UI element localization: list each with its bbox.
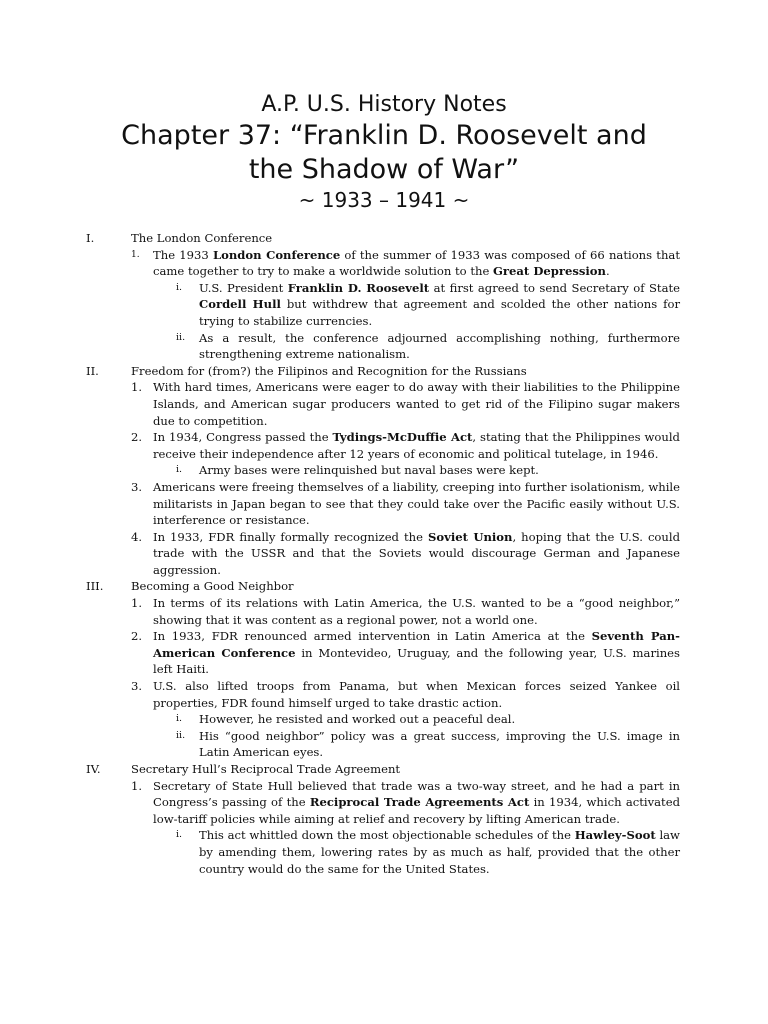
outline-section — [0, 578, 768, 595]
item-text: In 1933, FDR finally formally recognized the Soviet Union, hoping that the U.S. could trade with the USSR and that the Soviets would discourage German and Japanese aggression. — [153, 529, 681, 577]
subitem-text: As a result, the conference adjourned accomplishing nothing, furthermore strengthening extreme nationalism. — [199, 330, 680, 362]
item-number: 1. — [131, 596, 143, 611]
key-term: Hawley-Soot — [574, 828, 656, 843]
item-number: 2. — [131, 430, 143, 445]
item-text: The 1933 London Conference of the summer of 1933 was composed of 66 nations that came together to try to make a worldwide solution to the Great Depression. — [153, 247, 680, 279]
subitem-text: His “good neighbor” policy was a great success, improving the U.S. image in Latin American eyes. — [199, 728, 680, 760]
section-number: I. — [86, 231, 95, 245]
notes-outline — [0, 230, 768, 877]
outline-subitem — [0, 280, 768, 330]
key-term: Seventh Pan-American Conference — [153, 629, 680, 660]
outline-subitem — [0, 728, 768, 761]
subitem-text: Army bases were relinquished but naval bases were kept. — [199, 463, 539, 478]
item-text: Americans were freeing themselves of a liability, creeping into further isolationism, while militarists in Japan began to see that they could take over the Pacific easily without U.S. interference or resistance. — [153, 479, 680, 528]
outline-item — [0, 429, 768, 462]
subitem-text: However, he resisted and worked out a peaceful deal. — [199, 712, 516, 727]
item-number: 3. — [131, 679, 143, 694]
subitem-number: i. — [176, 829, 183, 841]
item-text: With hard times, Americans were eager to do away with their liabilities to the Philippine Islands, and American sugar producers wanted to get rid of the Filipino sugar makers due to competition. — [153, 380, 680, 428]
subitem-number: ii. — [176, 729, 186, 741]
date-range: ~ 1933 – 1941 ~ — [298, 188, 470, 212]
item-text: Secretary of State Hull believed that trade was a two-way street, and he had a part in Congress’s passing of the Reciprocal Trade Agreements Act in 1934, which activated low-tariff policies while aiming at relief and recovery by lifting American trade. — [153, 778, 680, 826]
section-title: Freedom for (from?) the Filipinos and Recognition for the Russians — [131, 363, 527, 378]
outline-item — [0, 379, 768, 429]
key-term: London Conference — [212, 247, 341, 262]
subitem-number: i. — [176, 281, 183, 293]
item-number: 2. — [131, 629, 143, 644]
outline-section — [0, 363, 768, 380]
outline-item — [0, 529, 768, 579]
section-number: II. — [86, 363, 99, 378]
subitem-text: This act whittled down the most objectionable schedules of the Hawley-Soot law by amending them, lowering rates by as much as half, provided that the other country would do the same for the United States. — [199, 828, 680, 876]
item-number: 4. — [131, 529, 143, 544]
outline-section — [0, 761, 768, 778]
chapter-title-line-1: Chapter 37: “Franklin D. Roosevelt and — [121, 120, 647, 151]
outline-item — [0, 778, 768, 828]
outline-item — [0, 628, 768, 678]
chapter-title-line-2: the Shadow of War” — [248, 154, 520, 185]
outline-item — [0, 595, 768, 628]
section-title: Becoming a Good Neighbor — [131, 579, 294, 594]
section-number: III. — [86, 579, 104, 594]
item-text: In 1933, FDR renounced armed intervention in Latin America at the Seventh Pan-American Conference in Montevideo, Uruguay, and the following year, U.S. marines left Haiti. — [153, 629, 680, 677]
item-text: In 1934, Congress passed the Tydings-McDuffie Act, stating that the Philippines would receive their independence after 12 years of economic and political tutelage, in 1946. — [153, 430, 680, 461]
outline-subitem — [0, 827, 768, 877]
key-term: Cordell Hull — [199, 297, 281, 312]
key-term: Reciprocal Trade Agreements Act — [309, 795, 530, 810]
subitem-number: i. — [176, 464, 183, 476]
outline-subitem — [0, 711, 768, 728]
item-text: U.S. also lifted troops from Panama, but when Mexican forces seized Yankee oil properties, FDR found himself urged to take drastic action. — [153, 679, 680, 710]
key-term: Great Depression — [493, 264, 606, 279]
item-number: 3. — [131, 479, 143, 494]
subitem-text: U.S. President Franklin D. Roosevelt at first agreed to send Secretary of State Cordell Hull but withdrew that agreement and scolded the other nations for trying to stabilize currencies. — [199, 280, 680, 328]
item-number: 1. — [131, 778, 143, 793]
section-number: IV. — [86, 762, 101, 776]
outline-subitem — [0, 330, 768, 363]
key-term: Tydings-McDuffie Act — [332, 430, 473, 445]
subitem-number: i. — [176, 713, 183, 725]
item-number: 1. — [131, 380, 143, 395]
subitem-number: ii. — [176, 331, 186, 343]
outline-item — [0, 247, 768, 280]
course-title: A.P. U.S. History Notes — [261, 92, 507, 117]
outline-section — [0, 230, 768, 247]
outline-item — [0, 678, 768, 711]
item-number: 1. — [131, 249, 140, 260]
key-term: Franklin D. Roosevelt — [287, 280, 430, 295]
outline-subitem — [0, 462, 768, 479]
item-text: In terms of its relations with Latin America, the U.S. wanted to be a “good neighbor,” showing that it was content as a regional power, not a world one. — [153, 596, 680, 627]
key-term: Soviet Union — [428, 529, 513, 544]
section-title: Secretary Hull’s Reciprocal Trade Agreement — [131, 762, 401, 776]
outline-item — [0, 479, 768, 529]
section-title: The London Conference — [131, 231, 273, 245]
